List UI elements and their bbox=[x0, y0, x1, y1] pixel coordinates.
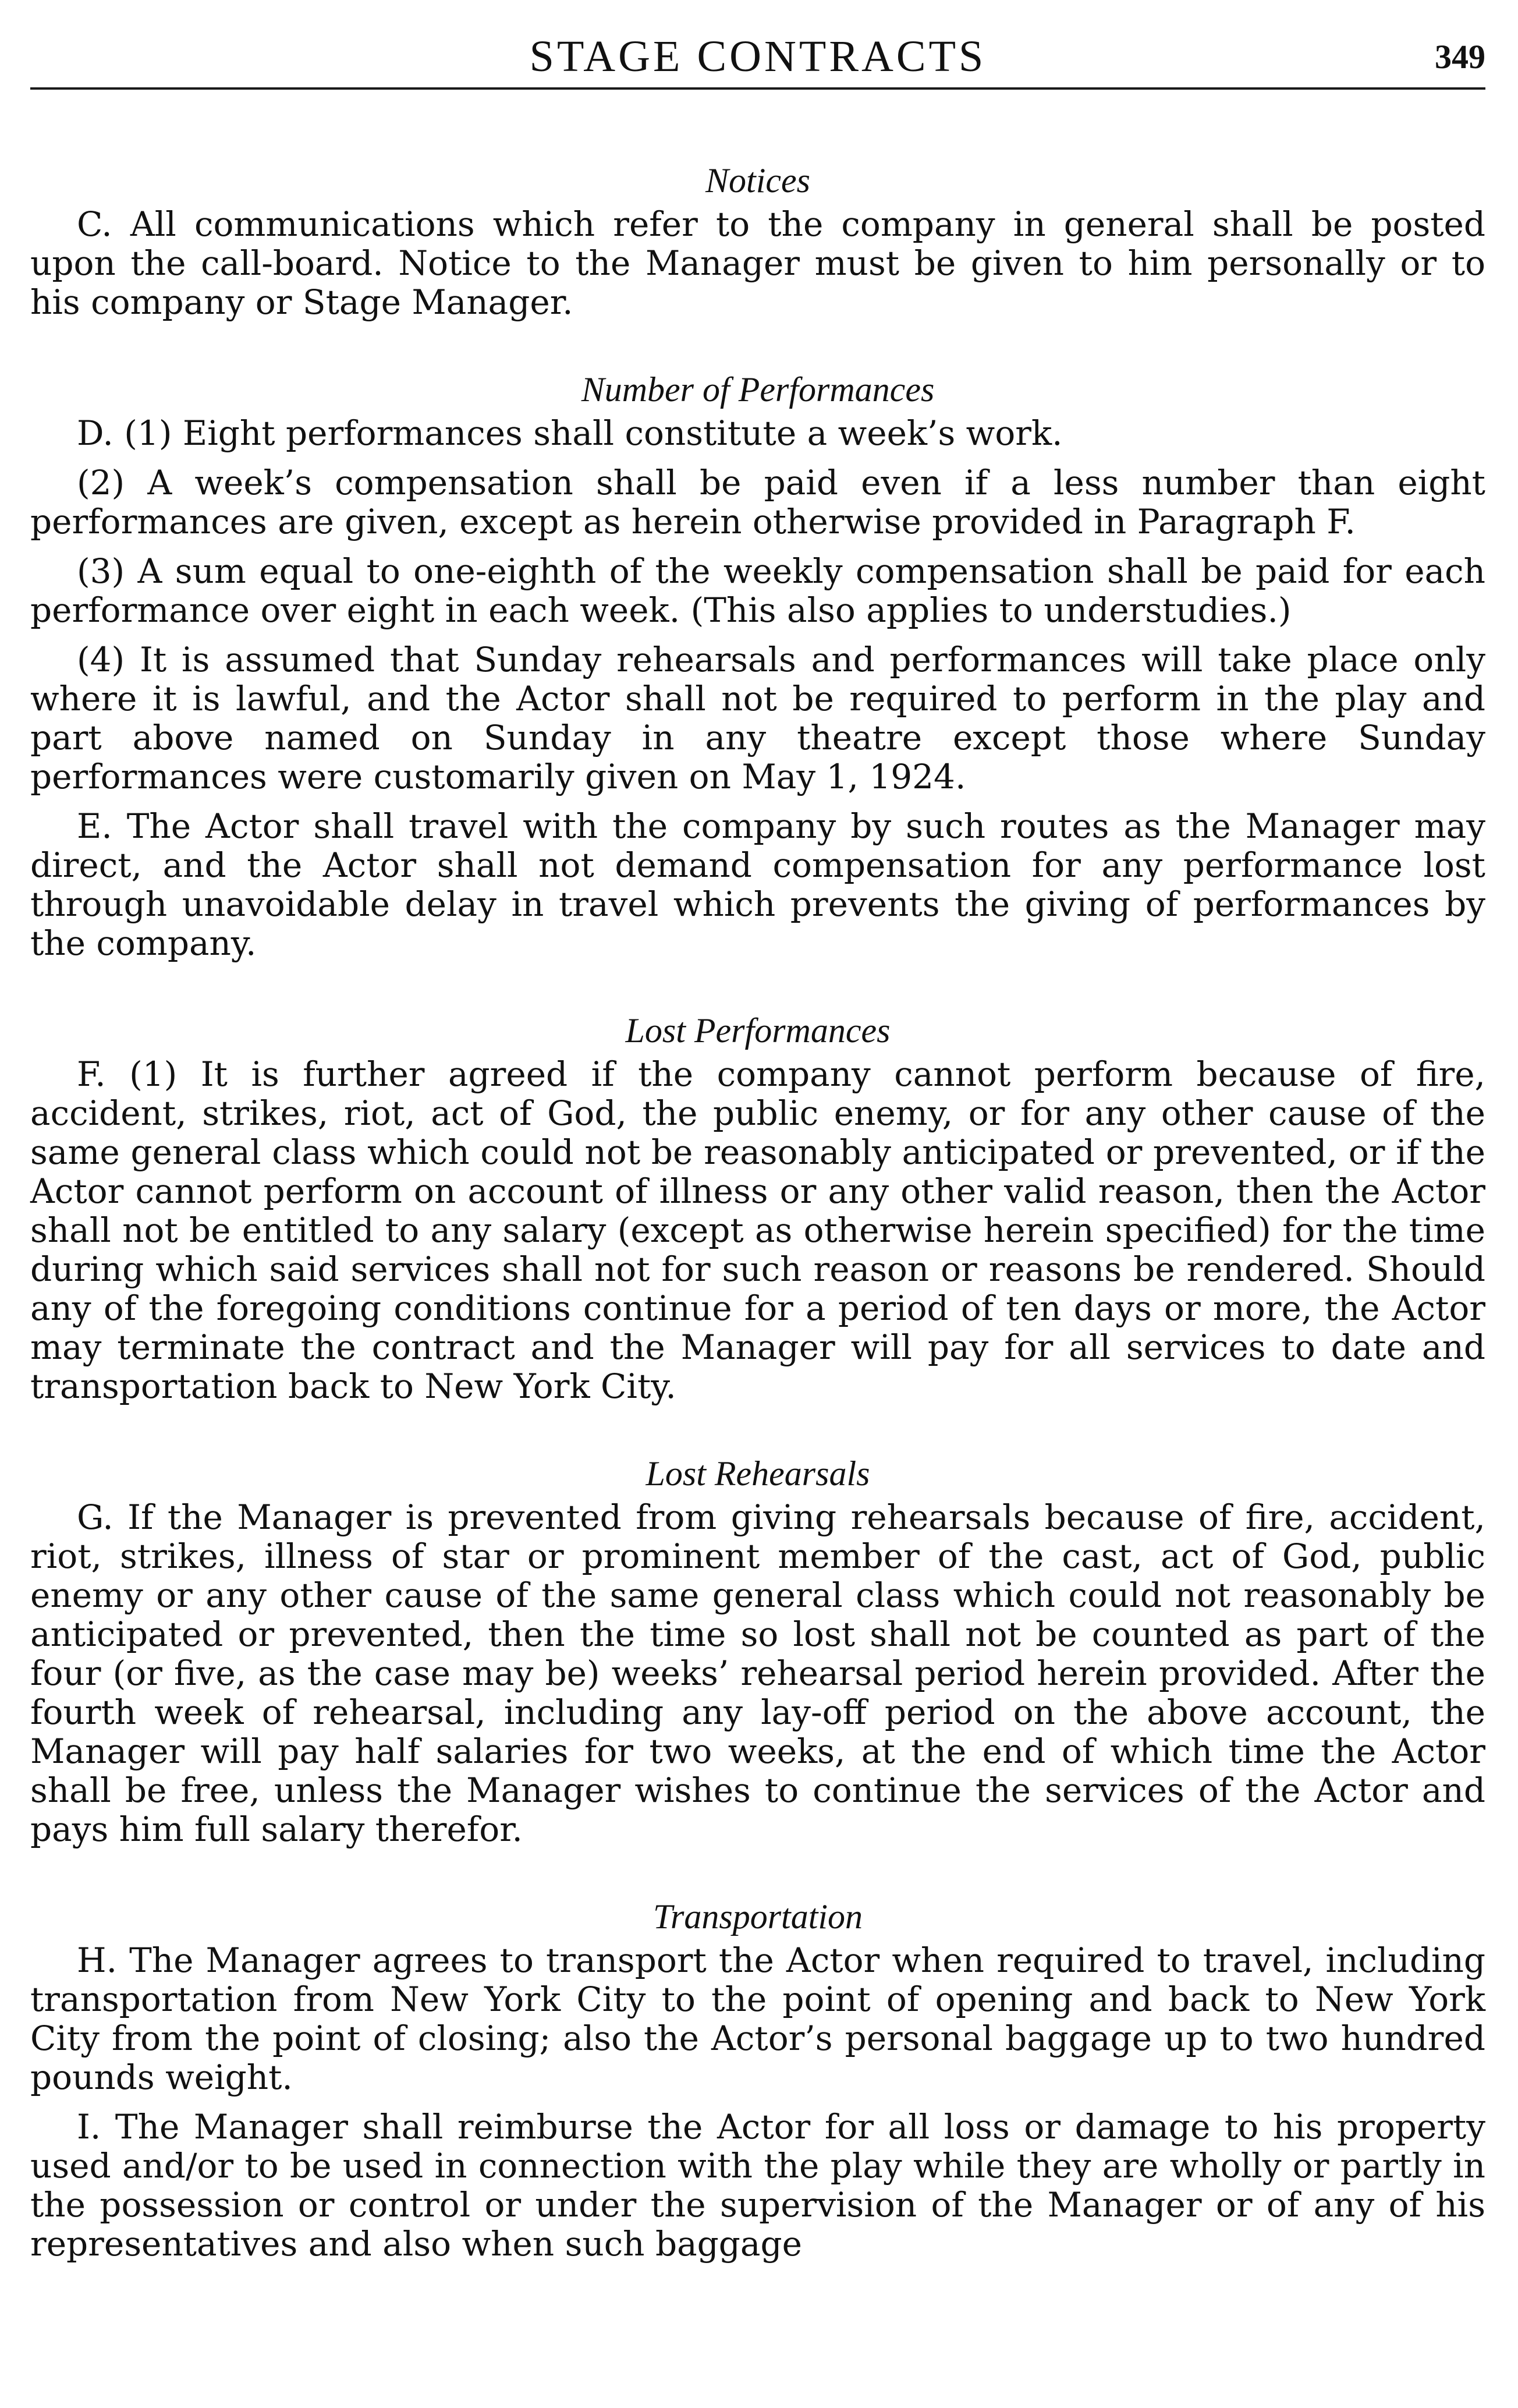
paragraph-h: H. The Manager agrees to transport the Actor when required to travel, including transportation from New York City to the point of opening and back to New York City from the point of closing; also the Actor’s personal baggage up to two hundred pounds weight. bbox=[30, 1940, 1485, 2097]
paragraph-d2: (2) A week’s compensation shall be paid even if a less number than eight performances are given, except as herein otherwise provided in Paragraph F. bbox=[30, 463, 1485, 541]
section-heading: Lost Rehearsals bbox=[645, 1454, 870, 1493]
paragraph-d3: (3) A sum equal to one-eighth of the weekly compensation shall be paid for each performance over eight in each week. (This also applies to understudies.) bbox=[30, 551, 1485, 630]
section-heading: Notices bbox=[705, 161, 810, 200]
book-page bbox=[30, 23, 1485, 2274]
paragraph-e: E. The Actor shall travel with the company by such routes as the Manager may direct, and the Actor shall not demand compensation for any performance lost through unavoidable delay in travel which prevents the giving of performances by the company. bbox=[30, 806, 1485, 963]
paragraph-d4: (4) It is assumed that Sunday rehearsals and performances will take place only where it is lawful, and the Actor shall not be required to perform in the play and part above named on Sunday in any theatre except those where Sunday performances were customarily given on May 1, 1924. bbox=[30, 640, 1485, 796]
paragraph-i: I. The Manager shall reimburse the Actor for all loss or damage to his property used and/or to be used in connection with the play while they are wholly or partly in the possession or control or under the supervision of the Manager or of any of his representatives and also when such baggage bbox=[30, 2107, 1485, 2264]
paragraph-c: C. All communications which refer to the company in general shall be posted upon the call-board. Notice to the Manager must be given to him personally or to his company or Stage Manager. bbox=[30, 204, 1485, 322]
section-heading: Lost Performances bbox=[625, 1011, 891, 1050]
section-lost-performances bbox=[30, 1010, 1485, 1406]
paragraph-d1: D. (1) Eight performances shall constitute a week’s work. bbox=[77, 413, 1063, 453]
paragraph-g: G. If the Manager is prevented from giving rehearsals because of fire, accident, riot, strikes, illness of star or prominent member of the cast, act of God, public enemy or any other cause of the same general class which could not reasonably be anticipated or prevented, then the time so lost shall not be counted as part of the four (or five, as the case may be) weeks’ rehearsal period herein provided. After the fourth week of rehearsal, including any lay-off period on the above account, the Manager will pay half salaries for two weeks, at the end of which time the Actor shall be free, unless the Manager wishes to continue the services of the Actor and pays him full salary therefor. bbox=[30, 1497, 1485, 1849]
running-title: STAGE CONTRACTS bbox=[529, 32, 987, 81]
section-lost-rehearsals bbox=[30, 1453, 1485, 1849]
page-number: 349 bbox=[1435, 38, 1485, 76]
section-heading: Transportation bbox=[652, 1897, 863, 1936]
running-header bbox=[30, 23, 1485, 90]
section-transportation bbox=[30, 1896, 1485, 2264]
section-number-of-performances bbox=[30, 369, 1485, 963]
section-notices bbox=[30, 160, 1485, 322]
section-heading: Number of Performances bbox=[581, 370, 935, 409]
paragraph-f1: F. (1) It is further agreed if the company cannot perform because of fire, accident, strikes, riot, act of God, the public enemy, or for any other cause of the same general class which could not be reasonably anticipated or prevented, or if the Actor cannot perform on account of illness or any other valid reason, then the Actor shall not be entitled to any salary (except as otherwise herein specified) for the time during which said services shall not for such reason or reasons be rendered. Should any of the foregoing conditions continue for a period of ten days or more, the Actor may terminate the contract and the Manager will pay for all services to date and transportation back to New York City. bbox=[30, 1054, 1485, 1406]
page-body bbox=[30, 160, 1485, 2264]
